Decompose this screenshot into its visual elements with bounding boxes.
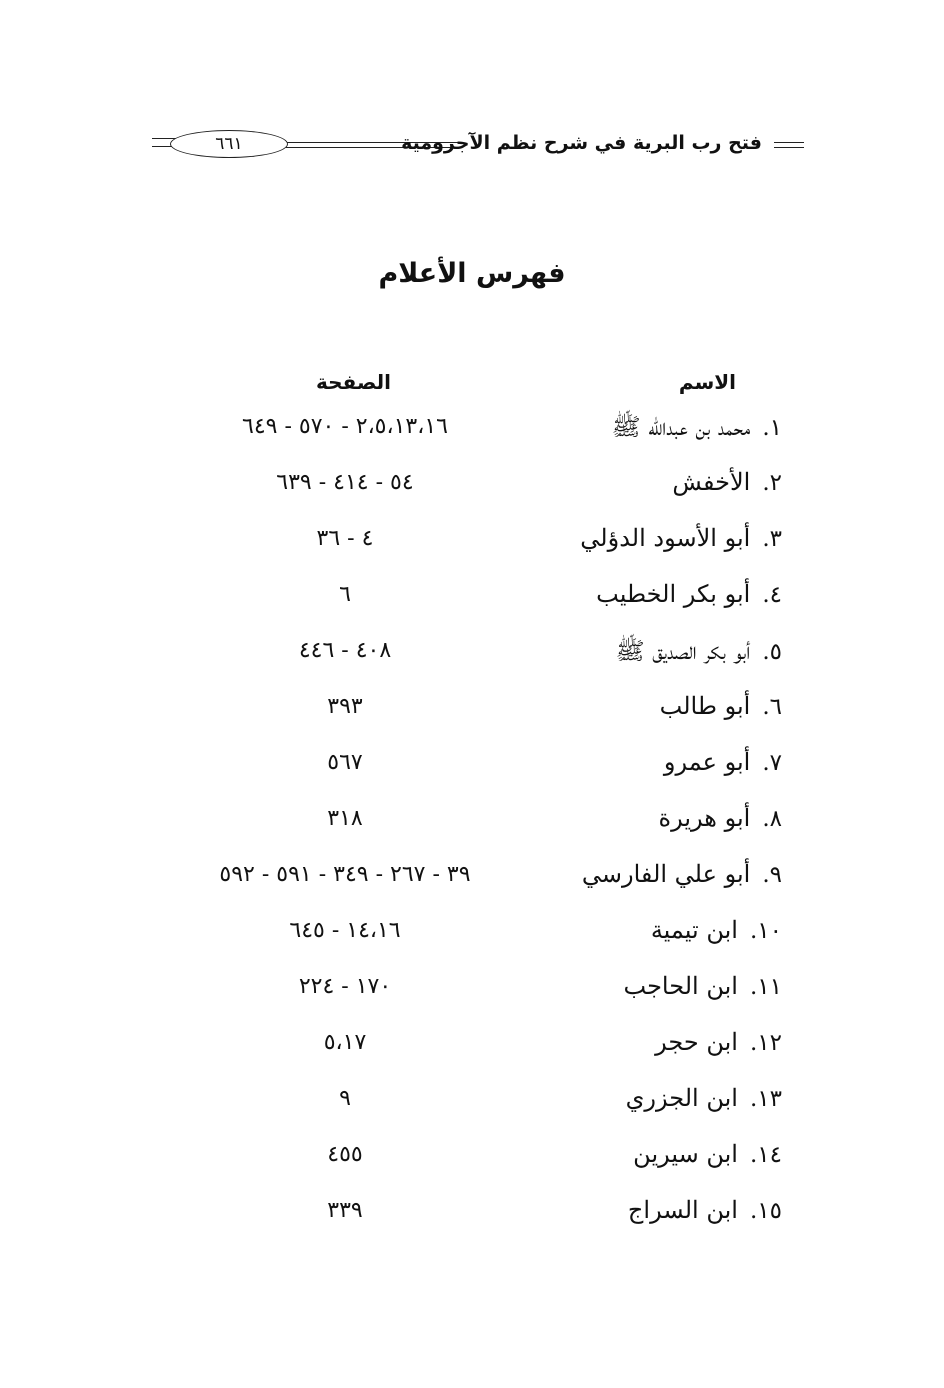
entry-name: أبو هريرة	[658, 804, 751, 832]
entry-number: ١٠.	[749, 918, 782, 944]
entry-name: ابن سيرين	[633, 1140, 738, 1168]
entry-pages: ٣٩٣	[327, 694, 363, 719]
entry-pages: ٣١٨	[327, 806, 363, 831]
entry-number: ١٥.	[749, 1198, 782, 1224]
entry-name: أبو عمرو	[663, 748, 751, 776]
entry-pages: ٥٤ - ٤١٤ - ٦٣٩	[276, 470, 414, 495]
entry-pages: ٣٩ - ٢٦٧ - ٣٤٩ - ٥٩١ - ٥٩٢	[219, 862, 471, 887]
entry-name: أبو بكر الخطيب	[596, 580, 751, 608]
index-row	[0, 1132, 944, 1188]
entry-number: ١٣.	[749, 1086, 782, 1112]
index-row	[0, 460, 944, 516]
entry-number: ٧.	[762, 750, 782, 776]
entry-name: الأخفش	[672, 468, 751, 496]
entry-number: ٦.	[762, 694, 782, 720]
entry-name: ابن الحاجب	[623, 972, 738, 1000]
entry-name: أبو علي الفارسي	[581, 860, 751, 888]
entry-pages: ٥،١٧	[323, 1030, 367, 1055]
entry-number: ٤.	[762, 582, 782, 608]
entry-name: أبو طالب	[659, 692, 751, 720]
entry-name: أبو بكر الصديق ﷺ	[615, 637, 751, 665]
entry-pages: ٤٥٥	[327, 1142, 363, 1167]
entry-number: ٩.	[762, 862, 782, 888]
header-rule-right	[774, 147, 804, 148]
running-header	[152, 126, 804, 166]
header-rule-right	[774, 142, 804, 143]
column-header-name: الاسم	[678, 370, 736, 394]
index-row	[0, 516, 944, 572]
entry-number: ٢.	[762, 470, 782, 496]
index-row	[0, 572, 944, 628]
entry-pages: ٤ - ٣٦	[316, 526, 374, 551]
index-row	[0, 628, 944, 684]
index-row	[0, 1076, 944, 1132]
entry-pages: ٣٣٩	[327, 1198, 363, 1223]
index-row	[0, 1188, 944, 1244]
entry-pages: ٩	[339, 1086, 351, 1111]
index-row	[0, 908, 944, 964]
entry-name: أبو الأسود الدؤلي	[580, 524, 751, 552]
index-row	[0, 964, 944, 1020]
entry-number: ٨.	[762, 806, 782, 832]
entry-pages: ١٤،١٦ - ٦٤٥	[289, 918, 401, 943]
entry-number: ١١.	[749, 974, 782, 1000]
page-number: ٦٦١	[170, 130, 288, 158]
index-row	[0, 852, 944, 908]
entry-number: ٥.	[762, 639, 782, 665]
entry-pages: ٤٠٨ - ٤٤٦	[298, 638, 392, 663]
index-row	[0, 740, 944, 796]
index-row	[0, 1020, 944, 1076]
entry-number: ١٤.	[749, 1142, 782, 1168]
entry-number: ١٢.	[749, 1030, 782, 1056]
entry-pages: ٥٦٧	[327, 750, 363, 775]
index-row	[0, 796, 944, 852]
page-title: فهرس الأعلام	[378, 258, 566, 289]
entry-name: ابن حجر	[655, 1028, 738, 1056]
entry-pages: ١٧٠ - ٢٢٤	[298, 974, 392, 999]
entry-name: ابن تيمية	[650, 916, 738, 944]
index-row	[0, 404, 944, 460]
book-title: فتح رب البرية في شرح نظم الآجرومية	[401, 132, 762, 154]
entry-name: ابن السراج	[627, 1196, 738, 1224]
column-header-pages: الصفحة	[316, 370, 392, 394]
entry-number: ٣.	[762, 526, 782, 552]
index-list	[0, 404, 944, 1244]
entry-name: محمد بن عبدالله ﷺ	[611, 413, 751, 441]
entry-name: ابن الجزري	[625, 1084, 738, 1112]
index-row	[0, 684, 944, 740]
entry-pages: ٢،٥،١٣،١٦ - ٥٧٠ - ٦٤٩	[242, 414, 448, 439]
entry-number: ١.	[762, 415, 782, 441]
entry-pages: ٦	[339, 582, 351, 607]
